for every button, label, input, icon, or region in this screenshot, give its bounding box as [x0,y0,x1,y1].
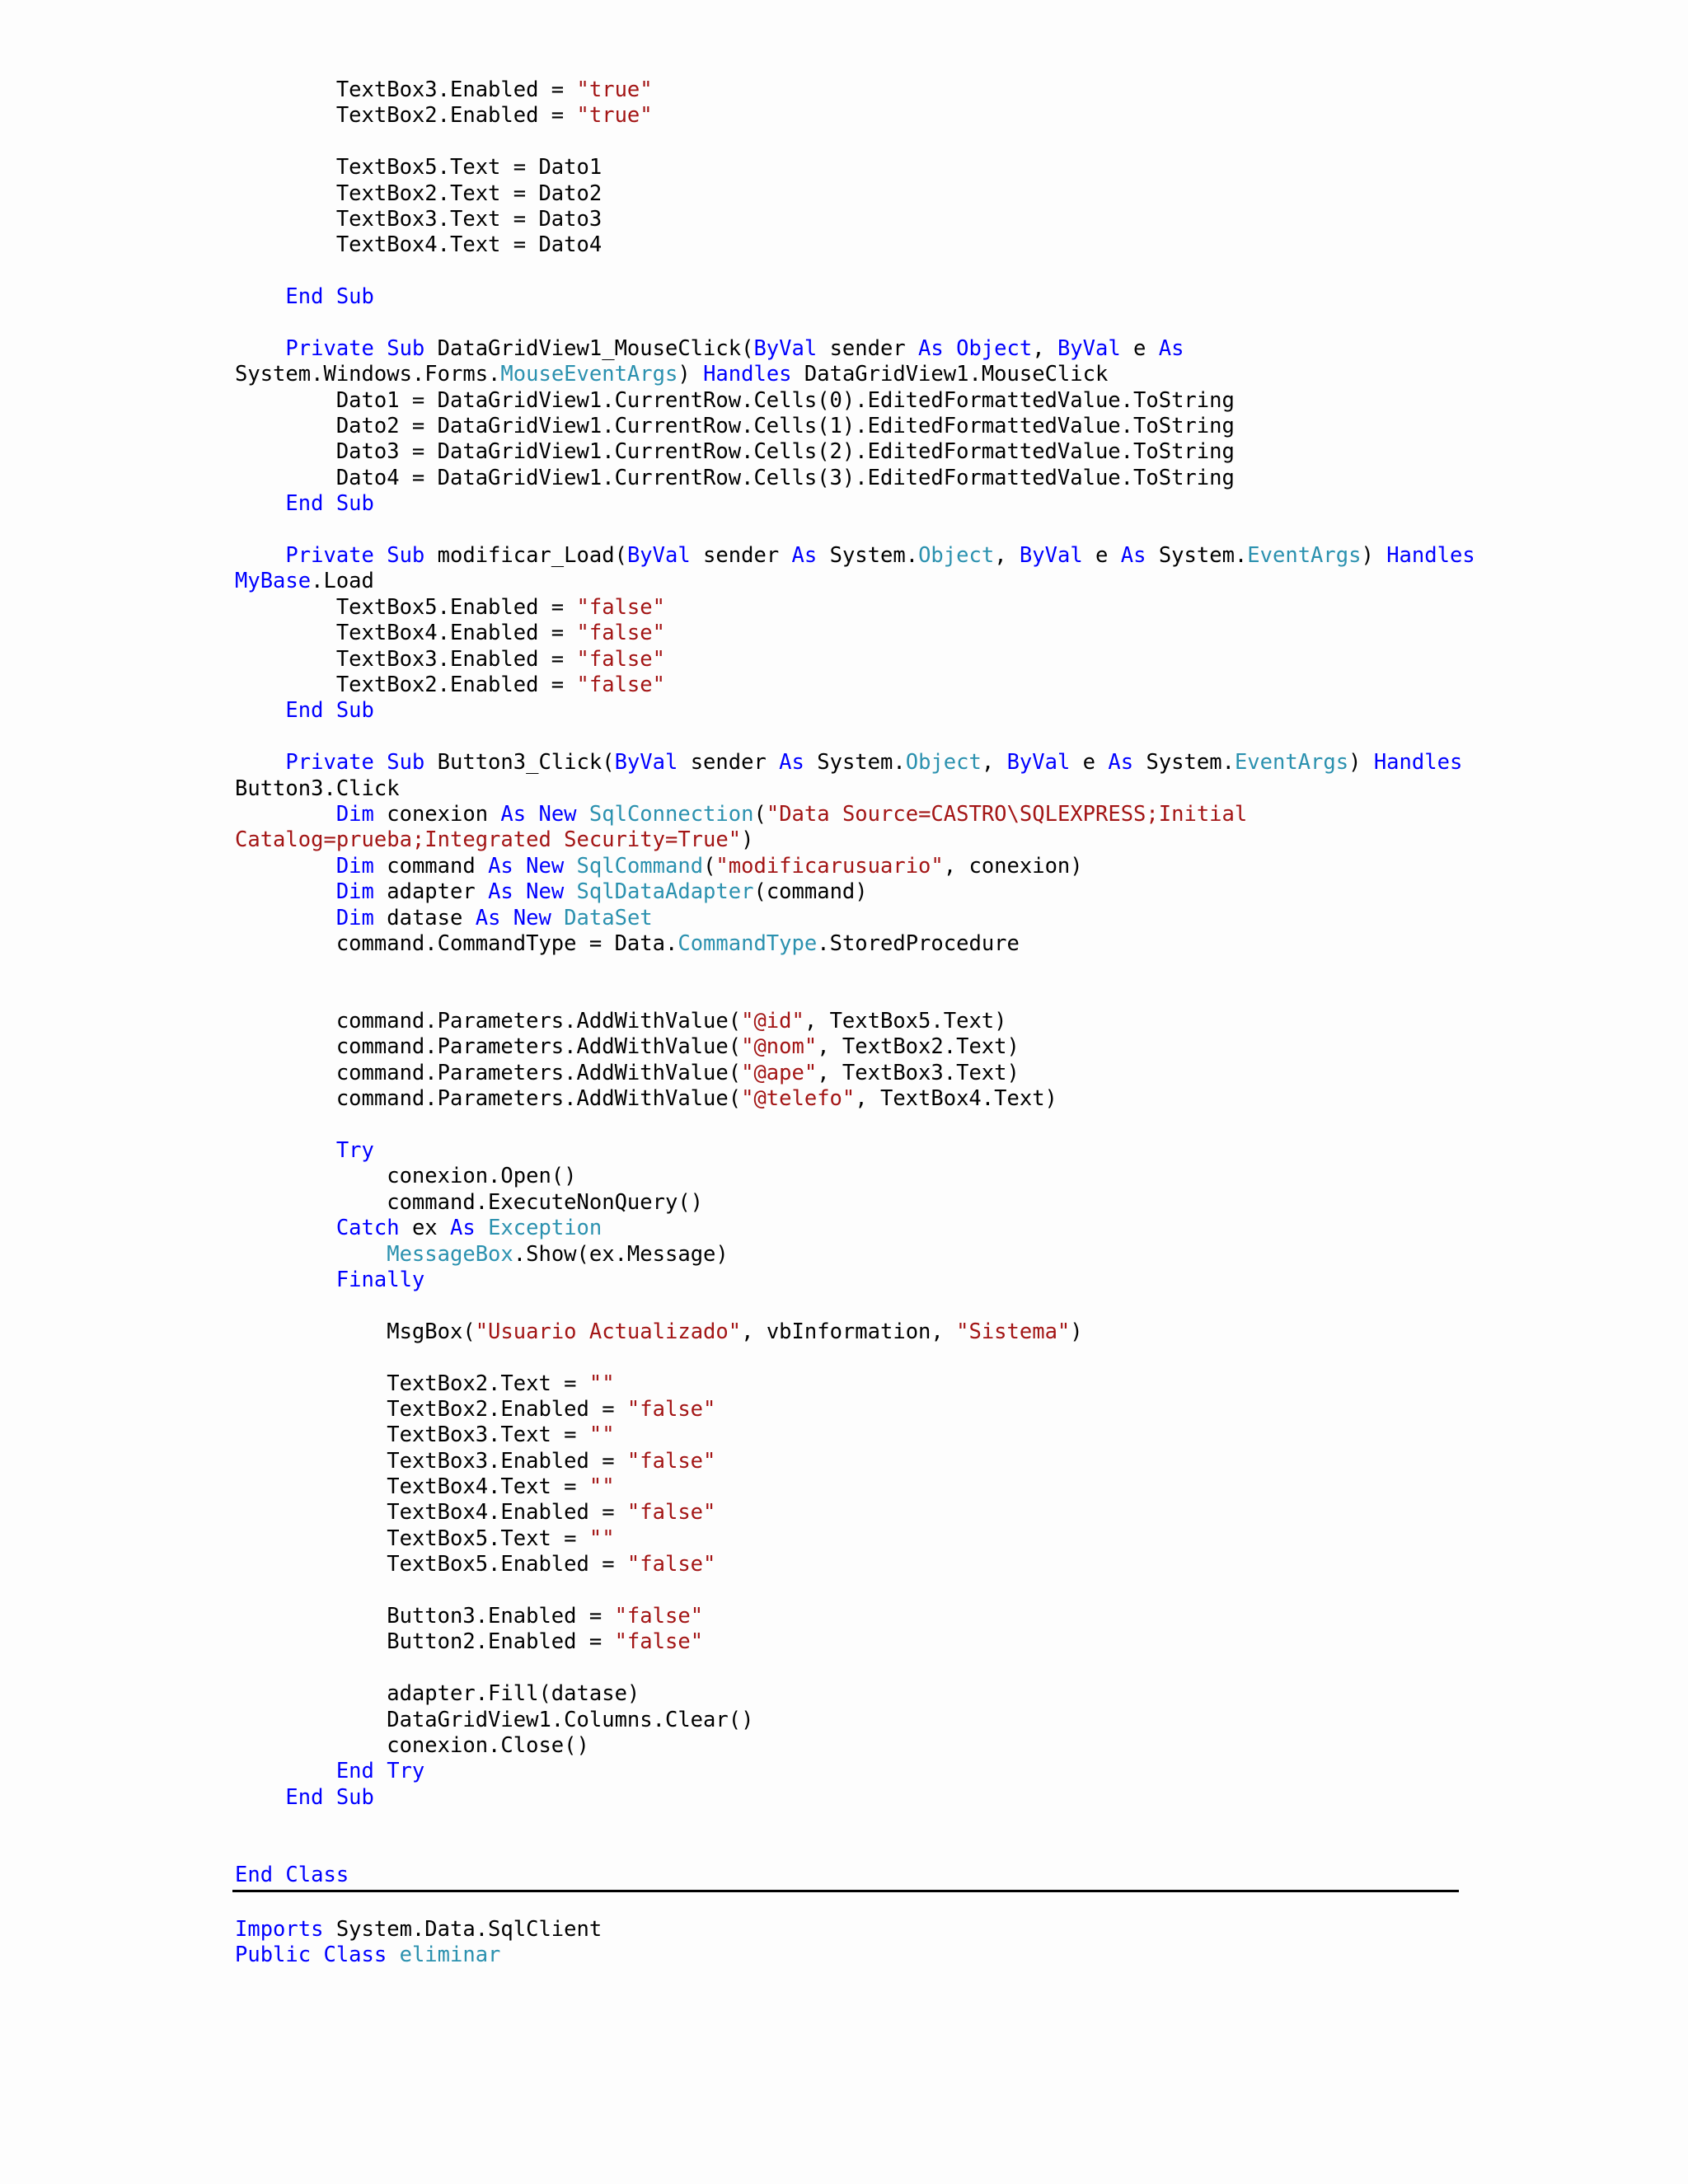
code-line [235,931,1475,957]
keyword-token: Handles [1373,750,1463,776]
code-line [235,466,1475,491]
code-line [235,362,1475,387]
string-token: "false" [614,1604,704,1629]
type-token: MessageBox [235,1241,513,1267]
keyword-token: As Object [918,335,1033,361]
plain-token: DataGridView1_MouseClick( [437,335,754,361]
type-token: MouseEventArgs [500,362,678,387]
keyword-token: ByVal [1057,335,1121,361]
code-line [235,906,1475,931]
plain-token: ) [1361,543,1387,569]
plain-token: adapter.Fill(datase) [235,1681,640,1707]
code-line [235,1629,1475,1655]
code-line [235,1759,1475,1784]
plain-token: .StoredProcedure [817,930,1020,956]
plain-token: (command) [753,879,868,905]
type-token: Object [905,750,982,776]
code-line [235,1811,1475,1836]
type-token: CommandType [678,930,818,956]
plain-token: conexion.Close() [235,1733,589,1758]
plain-token: command.ExecuteNonQuery() [235,1189,704,1215]
string-token: "Data Source=CASTRO\SQLEXPRESS;Initial [766,801,1248,827]
plain-token: TextBox4.Enabled = [235,621,577,646]
plain-token: TextBox2.Text = Dato2 [235,180,603,206]
code-line [235,621,1475,646]
plain-token: , conexion) [943,853,1083,879]
code-line [235,1138,1475,1164]
plain-token: command.Parameters.AddWithValue( [235,1009,742,1034]
code-line [235,1708,1475,1733]
plain-token: , [994,543,1020,569]
plain-token: TextBox2.Enabled = [235,672,577,697]
code-line [235,1371,1475,1397]
type-token: EventArgs [1247,543,1362,569]
keyword-token: Private Sub [235,750,438,776]
keyword-token: ByVal [626,543,691,569]
code-line [235,1061,1475,1086]
string-token: "modificarusuario" [715,853,944,879]
plain-token: Button2.Enabled = [235,1629,615,1655]
string-token: "" [588,1526,615,1551]
keyword-token: As New [500,801,589,827]
code-line [235,1943,602,1968]
code-line [235,1837,1475,1863]
plain-token: TextBox5.Text = [235,1526,589,1551]
plain-token: ex [399,1216,451,1241]
keyword-token: End Sub [235,491,374,517]
plain-token: ( [753,801,767,827]
plain-token: conexion.Open() [235,1164,577,1189]
code-line [235,1863,1475,1888]
code-line [235,673,1475,698]
code-line [235,569,1475,594]
plain-token: System.Data.SqlClient [323,1917,603,1942]
string-token: "false" [576,621,665,646]
plain-token: modificar_Load( [437,543,627,569]
plain-token: e [1082,543,1121,569]
plain-token: System. [804,750,906,776]
code-line [235,1113,1475,1138]
keyword-token: ByVal [1019,543,1083,569]
code-line [235,311,1475,336]
plain-token: command.Parameters.AddWithValue( [235,1086,742,1112]
plain-token: ) [678,362,704,387]
keyword-token: Catch [235,1216,400,1241]
plain-token: TextBox4.Text = Dato4 [235,232,603,258]
code-line [235,647,1475,673]
string-token: "false" [576,646,665,672]
type-token: Object [918,543,995,569]
code-line [235,1397,1475,1422]
code-line [235,518,1475,543]
code-line [235,1917,602,1943]
keyword-token: ByVal [614,750,678,776]
plain-token: command.Parameters.AddWithValue( [235,1060,742,1085]
string-token: "" [588,1371,615,1396]
type-token: SqlCommand [576,853,704,879]
code-line [235,854,1475,879]
keyword-token: End Class [235,1862,349,1887]
code-line [235,1785,1475,1811]
keyword-token: As [1120,543,1146,569]
keyword-token: Handles [703,362,792,387]
string-token: "" [588,1474,615,1500]
section-divider [232,1890,1459,1892]
keyword-token: End Sub [235,1784,374,1810]
string-token: "false" [626,1448,716,1474]
plain-token: Button3.Enabled = [235,1604,615,1629]
code-line [235,957,1475,982]
plain-token: System.Windows.Forms. [235,362,501,387]
code-line [235,1164,1475,1189]
keyword-token: As [791,543,818,569]
plain-token: , TextBox2.Text) [817,1034,1020,1060]
code-line [235,336,1475,362]
code-line [235,1190,1475,1216]
string-token: "" [588,1422,615,1448]
code-line [235,388,1475,414]
keyword-token: MyBase [235,569,312,594]
string-token: "@id" [741,1009,804,1034]
plain-token: , [981,750,1007,776]
plain-token: Button3_Click( [437,750,615,776]
plain-token: sender [817,335,919,361]
string-token: "false" [576,672,665,697]
code-line [235,595,1475,621]
plain-token: System. [817,543,919,569]
code-line [235,1526,1475,1552]
code-line [235,181,1475,207]
code-line [235,284,1475,310]
string-token: "Sistema" [956,1319,1071,1344]
code-line [235,103,1475,129]
string-token: "Usuario Actualizado" [475,1319,742,1344]
keyword-token: As [1108,750,1134,776]
plain-token: TextBox2.Enabled = [235,1396,627,1422]
keyword-token: As [779,750,804,776]
keyword-token: ByVal [753,335,818,361]
plain-token: System. [1133,750,1235,776]
plain-token: MsgBox( [235,1319,476,1344]
code-line [235,827,1475,853]
keyword-token: Finally [235,1267,425,1292]
string-token: "false" [576,594,665,620]
code-line [235,1578,1475,1604]
code-line [235,750,1475,776]
plain-token: , TextBox5.Text) [804,1009,1007,1034]
code-line [235,1086,1475,1112]
plain-token: TextBox5.Text = Dato1 [235,155,603,180]
plain-token: , vbInformation, [741,1319,957,1344]
plain-token: DataGridView1.Columns.Clear() [235,1707,754,1732]
plain-token: TextBox5.Enabled = [235,594,577,620]
code-line [235,543,1475,569]
keyword-token: As New [488,879,577,905]
plain-token: Dato4 = DataGridView1.CurrentRow.Cells(3).EditedFormattedValue.ToString [235,465,1235,490]
plain-token: , TextBox3.Text) [817,1060,1020,1085]
string-token: "false" [614,1629,704,1655]
string-token: "true" [576,77,653,102]
keyword-token: Dim [235,801,374,827]
type-token: Exception [488,1216,603,1241]
code-line [235,1345,1475,1371]
code-line [235,1319,1475,1345]
code-line [235,439,1475,465]
plain-token: .Load [311,569,374,594]
plain-token: TextBox3.Text = [235,1422,589,1448]
keyword-token: ByVal [1006,750,1071,776]
keyword-token: End Try [235,1759,425,1784]
code-line [235,259,1475,284]
code-line [235,207,1475,232]
string-token: "false" [626,1396,716,1422]
plain-token: TextBox3.Enabled = [235,77,577,102]
code-block-eliminar [235,1917,602,1969]
keyword-token: End Sub [235,698,374,724]
plain-token: TextBox2.Enabled = [235,103,577,129]
plain-token: TextBox3.Enabled = [235,1448,627,1474]
code-line [235,491,1475,517]
string-token: "@telefo" [741,1086,856,1112]
code-line [235,983,1475,1009]
string-token: "@nom" [741,1034,818,1060]
string-token: Catalog=prueba;Integrated Security=True" [235,827,742,853]
plain-token: datase [373,905,476,930]
string-token: "true" [576,103,653,129]
plain-token: sender [690,543,792,569]
code-line [235,802,1475,827]
plain-token: , TextBox4.Text) [855,1086,1057,1112]
type-token: EventArgs [1234,750,1349,776]
keyword-token: Dim [235,853,374,879]
code-block-modificar [235,77,1475,1888]
string-token: "false" [626,1552,716,1577]
plain-token: DataGridView1.MouseClick [791,362,1109,387]
code-line [235,1422,1475,1448]
code-line [235,776,1475,802]
keyword-token: As New [475,905,565,930]
code-line [235,77,1475,103]
string-token: "false" [626,1500,716,1526]
code-line [235,1656,1475,1681]
plain-token: , [1032,335,1057,361]
plain-token: TextBox4.Enabled = [235,1500,627,1526]
code-line [235,1216,1475,1241]
keyword-token: Private Sub [235,335,438,361]
keyword-token: Public Class [235,1943,400,1968]
plain-token: TextBox5.Enabled = [235,1552,627,1577]
plain-token: System. [1146,543,1248,569]
type-token: DataSet [564,905,653,930]
plain-token: command.CommandType = Data. [235,930,678,956]
plain-token: adapter [373,879,489,905]
plain-token: Button3.Click [235,776,400,801]
plain-token: ) [1348,750,1374,776]
code-line [235,879,1475,905]
code-line [235,1009,1475,1034]
plain-token: ) [1070,1319,1083,1344]
plain-token: e [1070,750,1109,776]
code-line [235,232,1475,258]
plain-token: TextBox4.Text = [235,1474,589,1500]
plain-token: .Show(ex.Message) [513,1241,729,1267]
code-line [235,1034,1475,1060]
plain-token: TextBox3.Text = Dato3 [235,206,603,232]
code-line [235,1681,1475,1707]
code-line [235,1552,1475,1577]
code-line [235,1474,1475,1500]
type-token: SqlDataAdapter [576,879,754,905]
type-token: SqlConnection [588,801,754,827]
code-line [235,724,1475,750]
plain-token: command [373,853,489,879]
keyword-token: Handles [1386,543,1475,569]
plain-token: ( [703,853,716,879]
code-line [235,1449,1475,1474]
code-line [235,129,1475,155]
code-line [235,1268,1475,1293]
plain-token: Dato2 = DataGridView1.CurrentRow.Cells(1).EditedFormattedValue.ToString [235,414,1235,439]
type-token: eliminar [399,1943,501,1968]
plain-token: TextBox3.Enabled = [235,646,577,672]
keyword-token: As New [488,853,577,879]
keyword-token: Imports [235,1917,324,1942]
keyword-token: Try [235,1138,374,1164]
code-line [235,1604,1475,1629]
plain-token: ) [741,827,754,853]
keyword-token: As [450,1216,489,1241]
string-token: "@ape" [741,1060,818,1085]
plain-token: sender [678,750,780,776]
keyword-token: Dim [235,879,374,905]
code-line [235,414,1475,439]
keyword-token: Private Sub [235,543,438,569]
plain-token: conexion [373,801,501,827]
keyword-token: Dim [235,905,374,930]
code-line [235,1733,1475,1759]
plain-token: TextBox2.Text = [235,1371,589,1396]
keyword-token: As [1158,335,1184,361]
code-line [235,1242,1475,1268]
code-line [235,698,1475,724]
code-line [235,1293,1475,1319]
plain-token: Dato3 = DataGridView1.CurrentRow.Cells(2).EditedFormattedValue.ToString [235,439,1235,465]
plain-token: command.Parameters.AddWithValue( [235,1034,742,1060]
plain-token: e [1120,335,1159,361]
plain-token: Dato1 = DataGridView1.CurrentRow.Cells(0).EditedFormattedValue.ToString [235,387,1235,413]
keyword-token: End Sub [235,284,374,310]
code-line [235,155,1475,180]
code-line [235,1500,1475,1526]
